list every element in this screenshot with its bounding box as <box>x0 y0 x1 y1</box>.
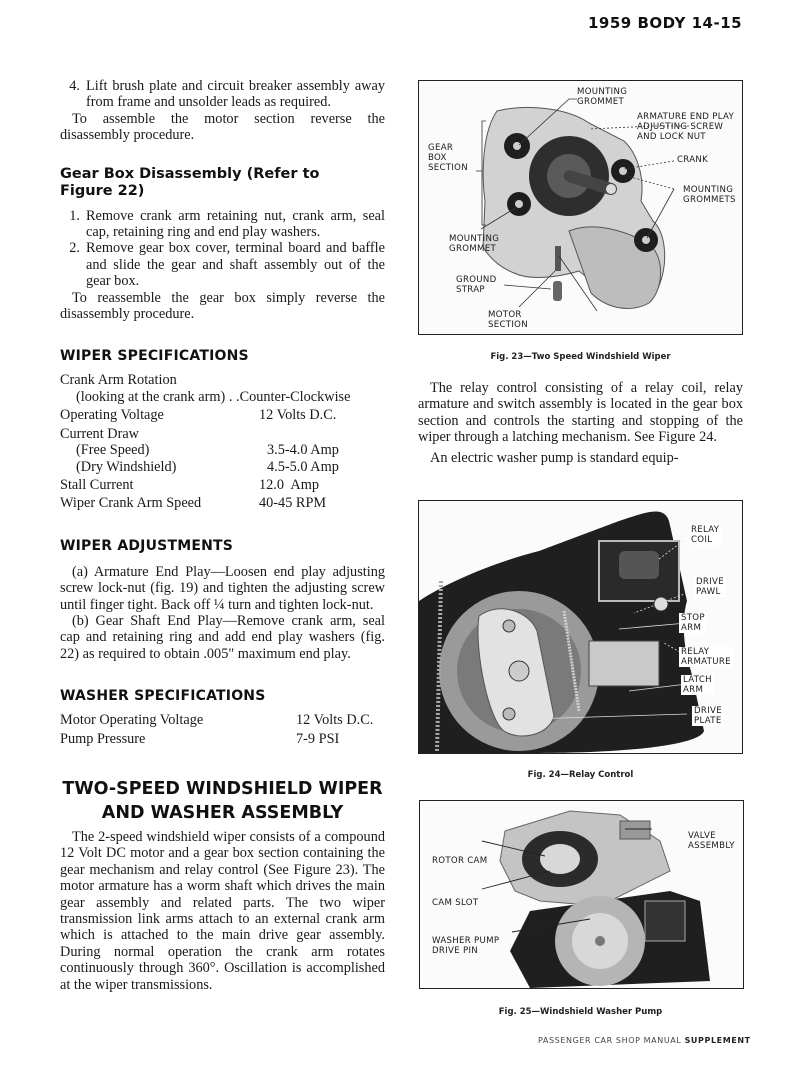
page-header: 1959 BODY 14-15 <box>588 14 743 32</box>
spec-row <box>60 495 385 511</box>
callout-line: ARM <box>683 685 704 695</box>
callout-gear-box-section <box>428 143 468 173</box>
spec-row <box>60 372 385 388</box>
spec-label: Wiper Crank Arm Speed <box>60 495 202 512</box>
gear-box-step-2 <box>60 240 385 289</box>
callout-mounting-grommets <box>683 185 736 205</box>
callout-armature-end-play <box>637 112 734 142</box>
callout-line: DRIVE PIN <box>432 946 479 956</box>
callout-line: ADJUSTING SCREW <box>637 122 724 132</box>
callout-ground-strap <box>456 275 497 295</box>
callout-line: STRAP <box>456 285 485 295</box>
callout-mounting-grommet-bottom <box>449 234 499 254</box>
spec-label: Pump Pressure <box>60 730 146 747</box>
callout-relay-armature <box>679 647 733 667</box>
assembly-body: The 2-speed windshield wiper consists of a compound 12 Volt DC motor and a gear box section containing the gear mechanism and relay control (See Figure 23). The motor armature has a worm shaft which drives the main gear assembly and related parts. The two wiper transmission link arms attach to an external crank arm which is attached to the main drive gear assembly. During normal operation the crank arm rotates continuously through 360°. Oscillation is accomplished at the wiper transmissions. <box>60 828 385 993</box>
callout-line: WASHER PUMP <box>432 936 500 946</box>
callout-line: PAWL <box>696 587 721 597</box>
spec-label: Crank Arm Rotation <box>60 372 177 389</box>
spec-value: 4.5-5.0 Amp <box>267 458 339 475</box>
assembly-heading-line2: AND WASHER ASSEMBLY <box>101 802 344 823</box>
step-text: Remove gear box cover, terminal board and baffle and slide the gear and shaft assembly out of the gear box. <box>86 240 385 290</box>
callout-relay-coil <box>689 525 721 545</box>
callout-line: PLATE <box>694 716 722 726</box>
motor-step-4 <box>60 78 385 111</box>
footer-text: PASSENGER CAR SHOP MANUAL <box>538 1036 682 1045</box>
step-text: Remove crank arm retaining nut, crank arm, seal cap, retaining ring and end play washers. <box>86 207 385 241</box>
spec-value: 12 Volts D.C. <box>296 712 374 729</box>
callout-line: GROUND <box>456 275 497 285</box>
callout-line: RELAY <box>681 647 710 657</box>
spec-row <box>60 389 385 405</box>
callout-stop-arm <box>679 613 707 633</box>
callout-line: CRANK <box>677 155 709 165</box>
spec-row <box>60 477 385 493</box>
spec-label: (looking at the crank arm) . . <box>76 388 240 405</box>
callout-line: GROMMET <box>577 97 625 107</box>
spec-row <box>60 712 385 728</box>
callout-line: STOP <box>681 613 705 623</box>
step-number: 2. <box>69 240 80 257</box>
spec-label: (Free Speed) <box>76 442 150 459</box>
washer-specs-table <box>60 712 385 747</box>
callout-line: VALVE <box>688 831 716 841</box>
callout-mounting-grommet-top <box>577 87 627 107</box>
callout-line: ARM <box>681 623 702 633</box>
callout-line: BOX <box>428 153 447 163</box>
motor-reassembly-note: To assemble the motor section reverse the disassembly procedure. <box>60 110 385 144</box>
footer-text-bold: SUPPLEMENT <box>684 1036 751 1045</box>
spec-label: (Dry Windshield) <box>76 458 177 475</box>
callout-line: ARMATURE <box>681 657 731 667</box>
callout-line: ROTOR CAM <box>432 856 488 866</box>
step-number: 1. <box>69 207 80 224</box>
callout-line: SECTION <box>428 163 468 173</box>
washer-specs-heading: WASHER SPECIFICATIONS <box>60 688 266 705</box>
gear-box-reassembly-note: To reassemble the gear box simply reverse the disassembly procedure. <box>60 289 385 323</box>
callout-line: GROMMETS <box>683 195 736 205</box>
wiper-adjustments-heading: WIPER ADJUSTMENTS <box>60 537 234 554</box>
spec-label: Current Draw <box>60 425 140 442</box>
callout-line: LATCH <box>683 675 712 685</box>
assembly-heading-line1: TWO-SPEED WINDSHIELD WIPER <box>62 778 383 799</box>
callout-motor-section <box>488 310 528 330</box>
callout-line: COIL <box>691 535 713 545</box>
callout-line: DRIVE <box>696 577 724 587</box>
callout-line: DRIVE <box>694 706 722 716</box>
spec-label: Motor Operating Voltage <box>60 712 204 729</box>
spec-value: Counter-Clockwise <box>239 388 351 405</box>
callout-crank <box>677 155 708 165</box>
spec-value: 7-9 PSI <box>296 730 340 747</box>
callout-valve-assembly <box>688 831 735 851</box>
spec-row <box>60 731 385 747</box>
spec-value: 12.0 Amp <box>259 476 319 493</box>
spec-label: Stall Current <box>60 476 134 493</box>
callout-line: MOTOR <box>488 310 522 320</box>
step-text: Lift brush plate and circuit breaker assembly away from frame and unsolder leads as required. <box>86 78 385 111</box>
wiper-specs-table <box>60 372 385 511</box>
callout-line: GEAR <box>428 143 454 153</box>
callout-rotor-cam <box>432 856 487 866</box>
callout-line: CAM SLOT <box>432 898 479 908</box>
callout-line: MOUNTING <box>577 87 628 97</box>
callout-line: ARMATURE END PLAY <box>637 112 735 122</box>
figure-25 <box>419 800 744 989</box>
callout-drive-pawl <box>694 577 726 597</box>
spec-row <box>60 442 385 458</box>
spec-value: 12 Volts D.C. <box>259 407 337 424</box>
spec-row <box>60 459 385 475</box>
callout-line: SECTION <box>488 320 528 330</box>
page-footer <box>538 1036 751 1045</box>
callout-line: ASSEMBLY <box>688 841 735 851</box>
figure-25-caption: Fig. 25—Windshield Washer Pump <box>498 1007 663 1017</box>
spec-value: 3.5-4.0 Amp <box>267 442 339 459</box>
figure-24-caption: Fig. 24—Relay Control <box>527 770 634 780</box>
wiper-specs-heading: WIPER SPECIFICATIONS <box>60 348 249 365</box>
callout-cam-slot <box>432 898 478 908</box>
spec-value: 40-45 RPM <box>259 495 327 512</box>
spec-row <box>60 407 385 423</box>
callout-line: AND LOCK NUT <box>637 132 706 142</box>
spec-label: Operating Voltage <box>60 407 164 424</box>
callout-line: MOUNTING <box>683 185 734 195</box>
spec-row <box>60 426 385 442</box>
gear-box-heading: Gear Box Disassembly (Refer to Figure 22) <box>60 165 320 199</box>
callout-line: RELAY <box>691 525 720 535</box>
figure-24 <box>418 500 743 754</box>
washer-pump-illustration <box>420 801 743 988</box>
figure-23 <box>418 80 743 335</box>
step-number: 4. <box>69 78 80 94</box>
relay-paragraph: The relay control consisting of a relay coil, relay armature and switch assembly is located in the gear box section and controls the starting and stopping of the wiper through a latching mechanism. See Figure 24. <box>418 380 743 446</box>
gear-box-step-1 <box>60 208 385 241</box>
callout-drive-plate <box>692 706 724 726</box>
adjustment-paragraph-a: (a) Armature End Play—Loosen end play adjusting screw lock-nut (fig. 19) and tighten the adjusting screw until finger tight. Back off ¼ turn and tighten lock-nut. <box>60 563 385 613</box>
right-column-text <box>418 380 743 466</box>
callout-line: GROMMET <box>449 244 497 254</box>
left-column <box>60 78 385 993</box>
callout-washer-pump-drive-pin <box>432 936 499 956</box>
callout-latch-arm <box>681 675 714 695</box>
figure-23-caption: Fig. 23—Two Speed Windshield Wiper <box>490 352 671 362</box>
washer-paragraph: An electric washer pump is standard equip- <box>430 449 679 466</box>
callout-line: MOUNTING <box>449 234 500 244</box>
adjustment-paragraph-b: (b) Gear Shaft End Play—Remove crank arm, seal cap and retaining ring and add end play washers (fig. 22) as required to obtain .005" maximum end play. <box>60 612 385 662</box>
